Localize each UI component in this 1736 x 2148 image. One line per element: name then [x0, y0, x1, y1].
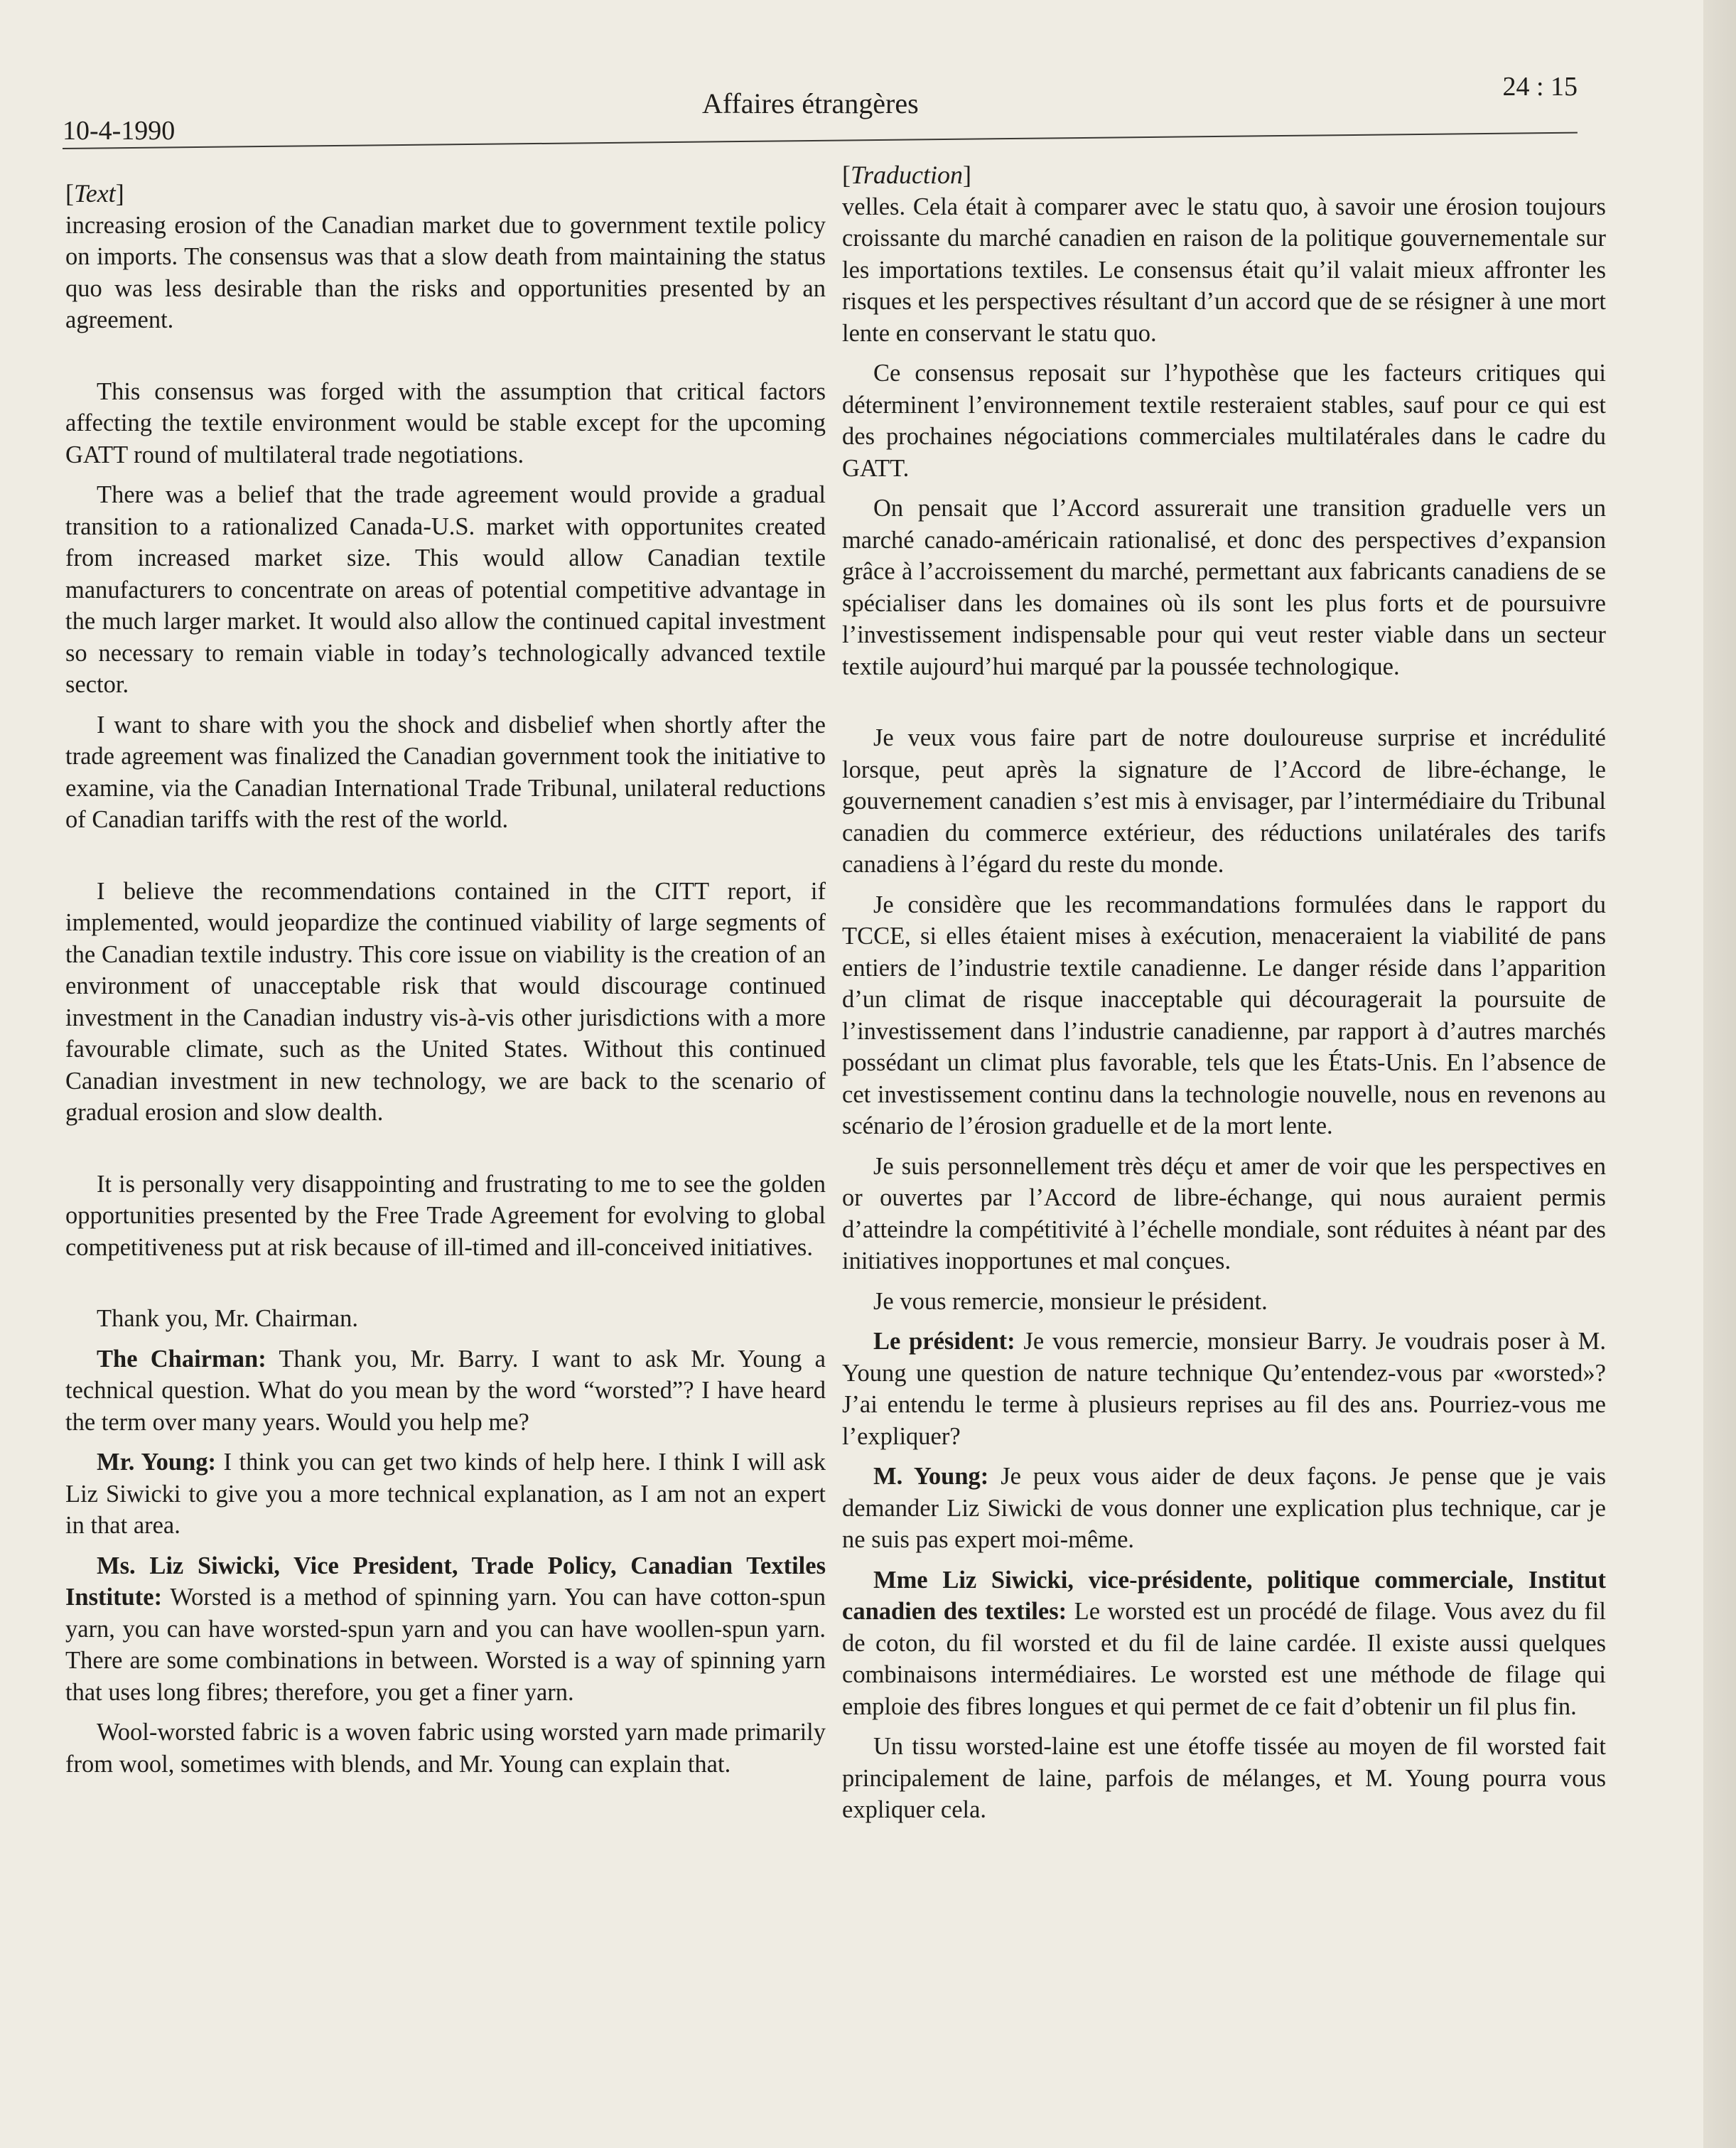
paragraph: I believe the recommendations contained in the CITT report, if implemented, would jeopardize the continued viability of large segments of the Canadian textile industry. This core issue on viability is the creation of an environment of unacceptable risk that would discourage continued investment in the Canadian industry vis-à-vis other jurisdictions with a more favourable climate, such as the United States. Without this continued Canadian investment in new technology, we are back to the scenario of gradual erosion and slow dealth. — [65, 877, 826, 1126]
paragraph: Je vous remercie, monsieur le président. — [873, 1287, 1268, 1315]
paragraph: Ce consensus reposait sur l’hypothèse que les facteurs critiques qui déterminent l’environnement textile resteraient stables, sauf pour ce qui est des prochaines négociations commerciales multilatérales dans le cadre du GATT. — [842, 360, 1606, 482]
speaker-name: Ms. Liz Siwicki, Vice President, Trade Policy, Canadian Textiles Institute: — [65, 1552, 826, 1611]
paragraph: Je veux vous faire part de notre douloureuse surprise et incrédulité lorsque, peut après la signature de l’Accord de libre-échange, le gouvernement canadien s’est mis à envisager, par l’intermédiaire du Tribunal canadien du commerce extérieur, des réductions unilatérales des tarifs canadiens à l’égard du reste du monde. — [842, 724, 1606, 878]
speaker-name: Le président: — [873, 1328, 1015, 1355]
paragraph: There was a belief that the trade agreement would provide a gradual transition to a rationalized Canada-U.S. market with opportunites created from increased market size. This would allow Canadian textile manufacturers to concentrate on areas of potential competitive advantage in the much larger market. It would also allow the continued capital investment so necessary to remain viable in today’s technologically advanced textile sector. — [65, 481, 826, 698]
page-edge — [1703, 0, 1736, 2148]
speaker-name: Mr. Young: — [97, 1449, 217, 1476]
header-page-number: 24 : 15 — [1502, 72, 1578, 102]
paragraph: It is personally very disappointing and frustrating to me to see the golden opportunities presented by the Free Trade Agreement for evolving to global competitiveness put at risk because of ill-timed and ill-conceived initiatives. — [65, 1170, 826, 1261]
paragraph: Un tissu worsted-laine est une étoffe tissée au moyen de fil worsted fait principalement de laine, parfois de mélanges, et M. Young pourra vous expliquer cela. — [842, 1733, 1606, 1823]
paragraph: Mme Liz Siwicki, vice-présidente, politique commerciale, Institut canadien des textiles: Le worsted est un procédé de filage. Vous avez du fil de coton, du fil worsted et du fil de laine cardée. Il existe aussi quelques combinaisons intermédiaires. Le worsted est une méthode de filage qui emploie des fibres longues et qui permet de ce fait d’obtenir un fil plus fin. — [842, 1566, 1606, 1720]
column-label-traduction: [Traduction] — [842, 161, 972, 189]
speaker-name: M. Young: — [873, 1463, 989, 1490]
page-header — [63, 68, 1578, 146]
paragraph: M. Young: Je peux vous aider de deux façons. Je pense que je vais demander Liz Siwicki de vous donner une explication plus technique, car je ne suis pas expert moi-même. — [842, 1463, 1607, 1553]
paragraph: I want to share with you the shock and disbelief when shortly after the trade agreement was finalized the Canadian government took the initiative to examine, via the Canadian International Trade Tribunal, unilateral reductions of Canadian tariffs with the rest of the world. — [65, 711, 826, 833]
paragraph: On pensait que l’Accord assurerait une transition graduelle vers un marché canado-américain rationalisé, et donc des perspectives d’expansion grâce à l’accroissement du marché, permettant aux fabricants canadiens de se spécialiser dans les domaines où ils sont les plus forts et de poursuivre l’investissement indispensable pour qui veut rester viable dans un secteur textile aujourd’hui marqué par la poussée technologique. — [842, 495, 1606, 680]
paragraph: Thank you, Mr. Chairman. — [97, 1305, 358, 1332]
header-date: 10-4-1990 — [63, 116, 176, 146]
paragraph: The Chairman: Thank you, Mr. Barry. I want to ask Mr. Young a technical question. What do you mean by the word “worsted”? I have heard the term over many years. Would you help me? — [65, 1345, 826, 1436]
english-column — [65, 178, 826, 1788]
speaker-name: The Chairman: — [97, 1345, 266, 1373]
paragraph: This consensus was forged with the assumption that critical factors affecting the textile environment would be stable except for the upcoming GATT round of multilateral trade negotiations. — [65, 377, 826, 468]
header-title: Affaires étrangères — [702, 87, 919, 119]
paragraph: Le président: Je vous remercie, monsieur Barry. Je voudrais poser à M. Young une question de nature technique Qu’entendez-vous par «worsted»? J’ai entendu le terme à plusieurs reprises au fil des ans. Pourriez-vous me l’expliquer? — [842, 1328, 1606, 1450]
column-label-text: [Text] — [65, 179, 124, 208]
header-rule — [63, 132, 1578, 149]
paragraph: Wool-worsted fabric is a woven fabric using worsted yarn made primarily from wool, sometimes with blends, and Mr. Young can explain that. — [65, 1719, 826, 1778]
paragraph: increasing erosion of the Canadian market due to government textile policy on imports. The consensus was that a slow death from maintaining the status quo was less desirable than the risks and opportunities presented by an agreement. — [65, 211, 826, 333]
paragraph: Je suis personnellement très déçu et amer de voir que les perspectives en or ouvertes par l’Accord de libre-échange, qui nous auraient permis d’atteindre la compétitivité à l’échelle mondiale, sont réduites à néant par des initiatives inopportunes et mal conçues. — [842, 1152, 1606, 1274]
french-column — [842, 159, 1606, 1835]
speaker-name: Mme Liz Siwicki, vice-présidente, politique commerciale, Institut canadien des textiles: — [842, 1566, 1606, 1625]
paragraph: velles. Cela était à comparer avec le statu quo, à savoir une érosion toujours croissante du marché canadien en raison de la politique gouvernementale sur les importations textiles. Le consensus était qu’il valait mieux affronter les risques et les perspectives résultant d’un accord que de se résigner à une mort lente en conservant le statu quo. — [842, 193, 1606, 347]
paragraph: Ms. Liz Siwicki, Vice President, Trade Policy, Canadian Textiles Institute: Worsted is a method of spinning yarn. You can have cotton-spun yarn, you can have worsted-spun yarn and you can have woollen-spun yarn. There are some combinations in between. Worsted is a way of spinning yarn that uses long fibres; therefore, you get a finer yarn. — [65, 1552, 826, 1706]
paragraph: Je considère que les recommandations formulées dans le rapport du TCCE, si elles étaient mises à exécution, menaceraient la viabilité de pans entiers de l’industrie textile canadienne. Le danger réside dans l’apparition d’un climat de risque inacceptable qui découragerait la poursuite de l’investissement dans l’industrie canadienne, par rapport à d’autres marchés possédant un climat plus favorable, tels que les États-Unis. En l’absence de cet investissement continu dans la technologie nouvelle, nous en revenons au scénario de l’érosion graduelle et de la mort lente. — [842, 891, 1606, 1139]
paragraph: Mr. Young: I think you can get two kinds of help here. I think I will ask Liz Siwicki to give you a more technical explanation, as I am not an expert in that area. — [65, 1449, 826, 1539]
